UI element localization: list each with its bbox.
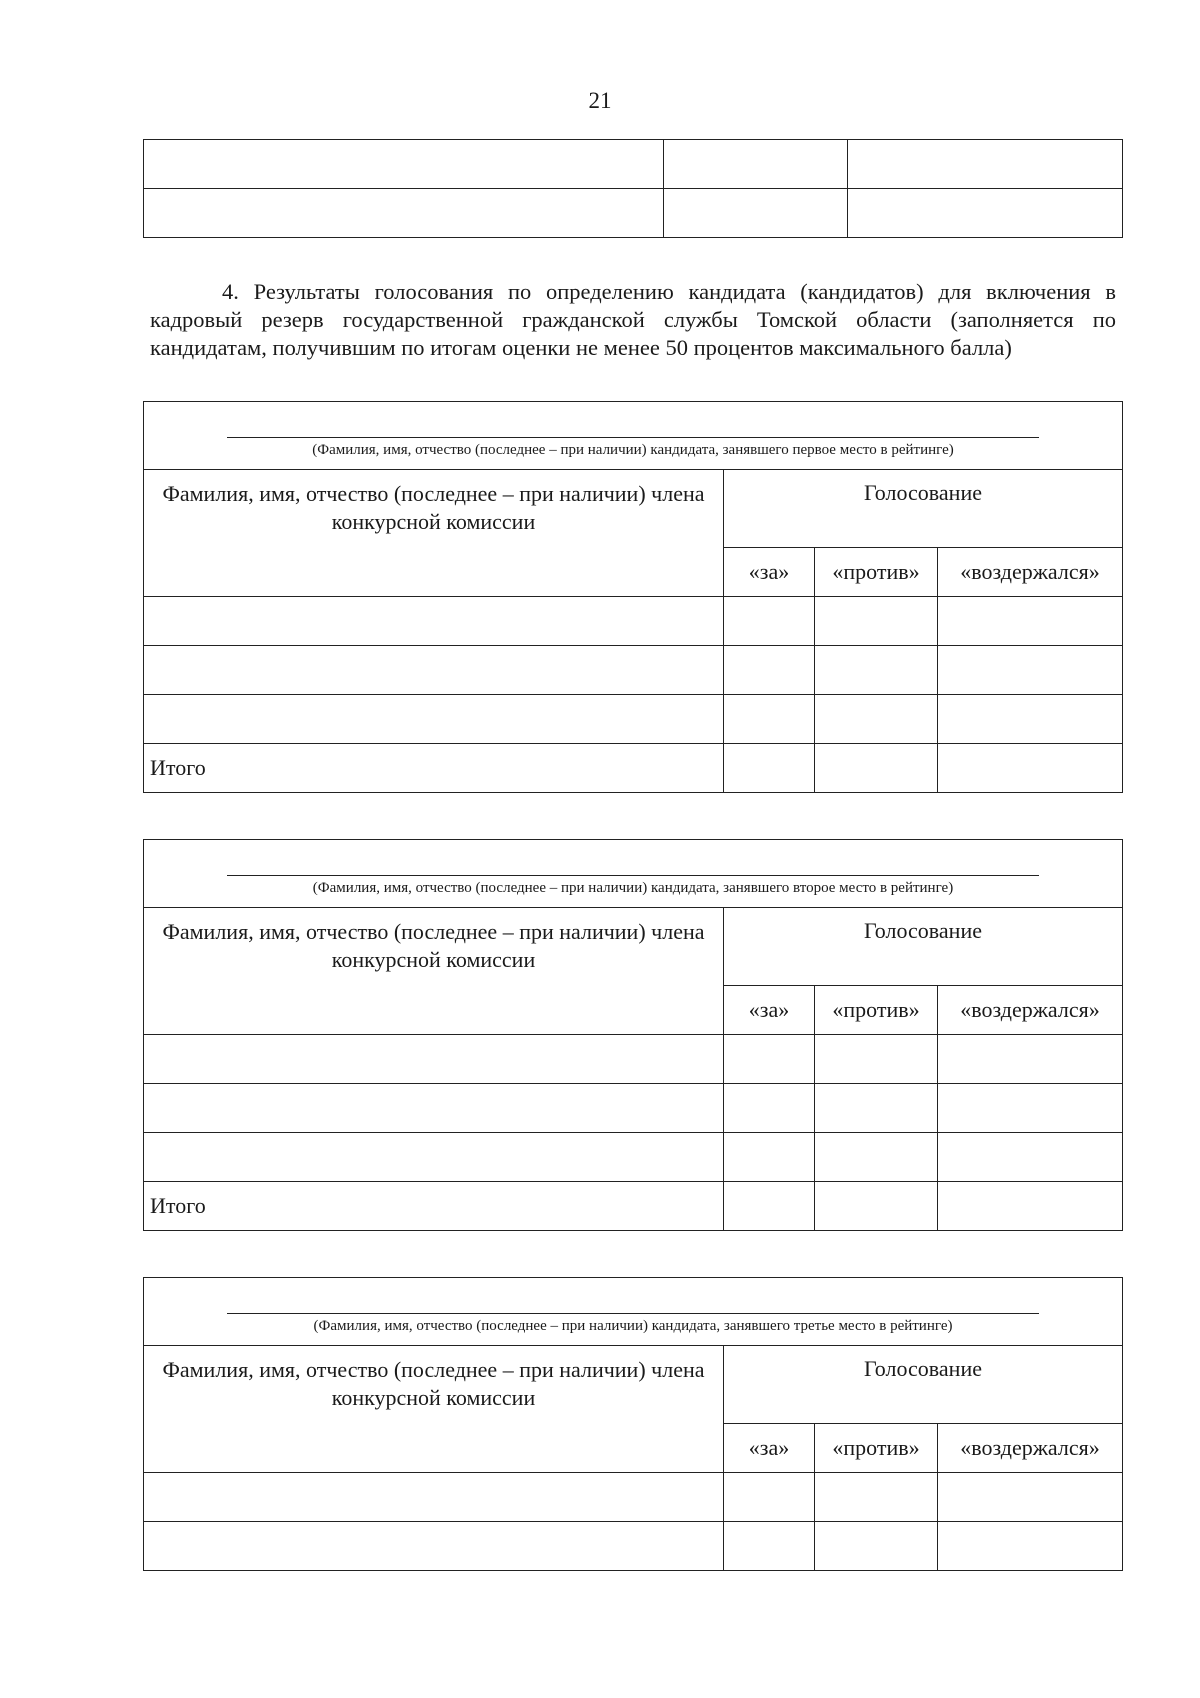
candidate-name-field (144, 840, 1123, 908)
table-row (144, 1473, 1123, 1522)
vote-abstain-header: «воздержался» (938, 1424, 1123, 1473)
vote-table-third-place (143, 1277, 1123, 1571)
table-row (144, 1035, 1123, 1084)
vote-for-header: «за» (724, 986, 815, 1035)
total-label: Итого (144, 744, 724, 793)
signature-line (227, 1313, 1039, 1314)
candidate-caption: (Фамилия, имя, отчество (последнее – при наличии) кандидата, занявшего первое место в рейтинге) (312, 442, 954, 458)
table-row (144, 1133, 1123, 1182)
candidate-name-field (144, 1278, 1123, 1346)
table-row (144, 597, 1123, 646)
vote-for-header: «за» (724, 1424, 815, 1473)
table-row (144, 646, 1123, 695)
vote-abstain-header: «воздержался» (938, 548, 1123, 597)
vote-against-header: «против» (815, 1424, 938, 1473)
vote-table-second-place (143, 839, 1123, 1231)
signature-line (227, 437, 1039, 438)
vote-abstain-header: «воздержался» (938, 986, 1123, 1035)
vote-column-header: Голосование (724, 470, 1123, 548)
candidate-name-field (144, 402, 1123, 470)
member-column-header: Фамилия, имя, отчество (последнее – при наличии) члена конкурсной комиссии (144, 470, 724, 597)
vote-column-header: Голосование (724, 908, 1123, 986)
member-column-header: Фамилия, имя, отчество (последнее – при наличии) члена конкурсной комиссии (144, 1346, 724, 1473)
vote-against-header: «против» (815, 986, 938, 1035)
continuation-table (143, 139, 1123, 238)
page-number: 21 (588, 88, 612, 113)
vote-table-first-place (143, 401, 1123, 793)
table-row (144, 695, 1123, 744)
candidate-caption: (Фамилия, имя, отчество (последнее – при наличии) кандидата, занявшего второе место в рейтинге) (312, 880, 954, 896)
total-row (144, 744, 1123, 793)
vote-for-header: «за» (724, 548, 815, 597)
table-row (144, 1522, 1123, 1571)
table-row (144, 140, 1123, 189)
vote-against-header: «против» (815, 548, 938, 597)
signature-line (227, 875, 1039, 876)
vote-column-header: Голосование (724, 1346, 1123, 1424)
total-label: Итого (144, 1182, 724, 1231)
candidate-caption: (Фамилия, имя, отчество (последнее – при наличии) кандидата, занявшего третье место в рейтинге) (313, 1318, 953, 1334)
table-row (144, 1084, 1123, 1133)
table-row (144, 189, 1123, 238)
total-row (144, 1182, 1123, 1231)
section-4-paragraph: 4. Результаты голосования по определению кандидата (кандидатов) для включения в кадровый резерв государственной гражданской службы Томской области (заполняется по кандидатам, получившим по итогам оценки не менее 50 процентов максимального балла) (150, 279, 1116, 360)
member-column-header: Фамилия, имя, отчество (последнее – при наличии) члена конкурсной комиссии (144, 908, 724, 1035)
